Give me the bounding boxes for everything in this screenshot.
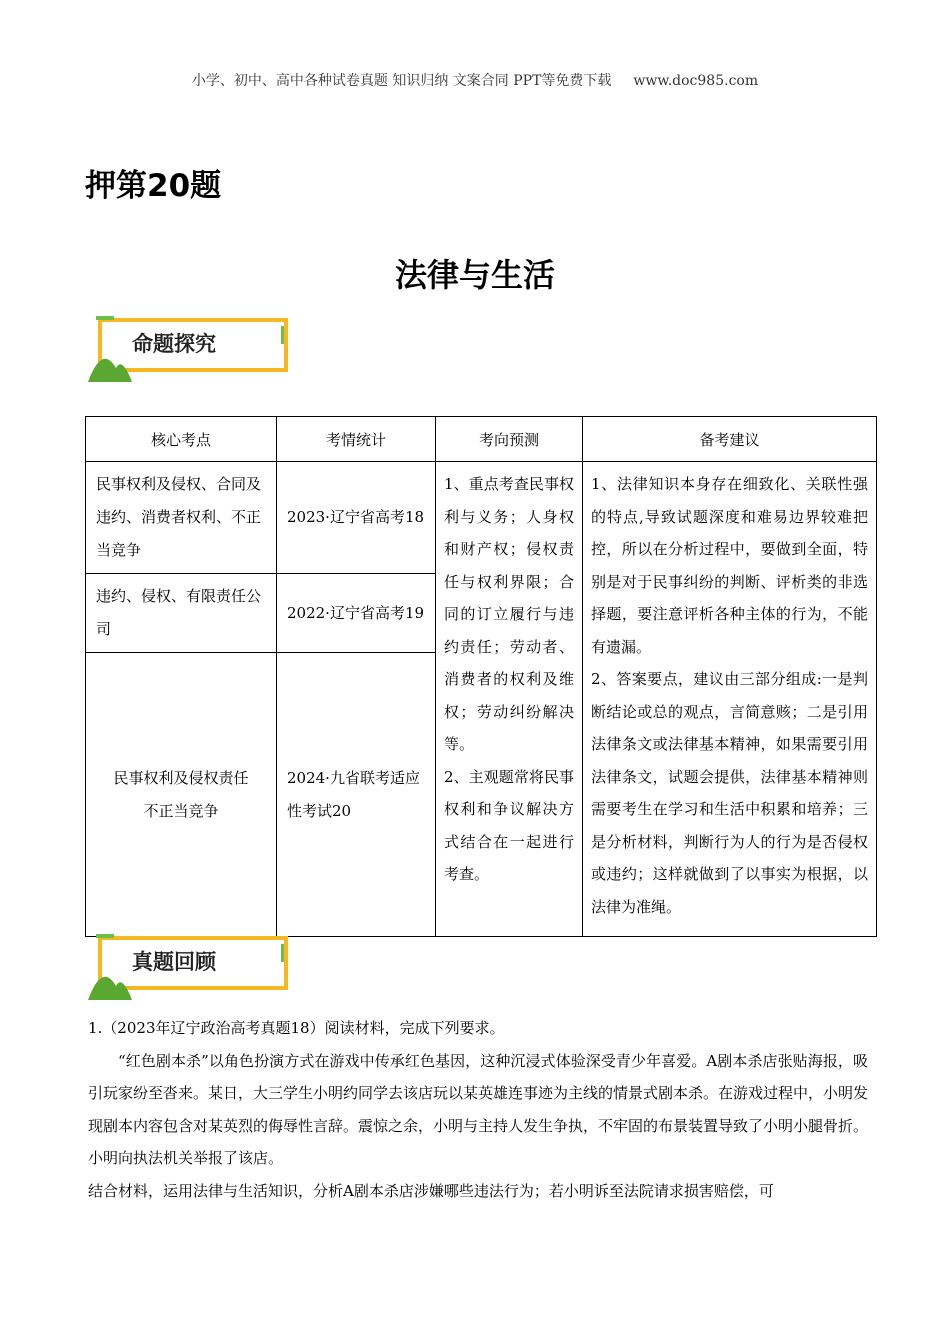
column-header: 考情统计	[277, 417, 436, 462]
forecast-text: 1、重点考查民事权利与义务；人身权和财产权；侵权责任与权利界限；合同的订立履行与违约责任；劳动者、消费者的权利及维权；劳动纠纷解决等。 2、主观题常将民事权利和争议解决方式结合在一起进行考查。	[444, 475, 574, 883]
core-point-cell: 民事权利及侵权、合同及违约、消费者权利、不正当竞争	[86, 462, 277, 574]
table-row	[86, 462, 877, 574]
section-badge-explore	[88, 316, 298, 388]
forecast-cell	[436, 462, 583, 937]
question-stem: 1.（2023年辽宁政治高考真题18）阅读材料，完成下列要求。	[88, 1019, 505, 1037]
advice-text: 1、法律知识本身存在细致化、关联性强的特点,导致试题深度和难易边界较难把控，所以在分析过程中，要做到全面，特别是对于民事纠纷的判断、评析类的非选择题，要注意评析各种主体的行为，不能有遗漏。 2、答案要点，建议由三部分组成:一是判断结论或总的观点，言简意赅；二是引用法律条文或法律基本精神，如果需要引用法律条文，试题会提供，法律基本精神则需要考生在学习和生活中积累和培养；三是分析材料，判断行为人的行为是否侵权或违约；这样就做到了以事实为根据，以法律为准绳。	[591, 475, 868, 916]
stat-cell: 2024·九省联考适应性考试20	[277, 653, 436, 937]
column-header: 核心考点	[86, 417, 277, 462]
exam-analysis-table	[85, 416, 877, 937]
question-material: “红色剧本杀”以角色扮演方式在游戏中传承红色基因，这种沉浸式体验深受青少年喜爱。A剧本杀店张贴海报，吸引玩家纷至沓来。某日，大三学生小明约同学去该店玩以某英雄连事迹为主线的情景式剧本杀。在游戏过程中，小明发现剧本内容包含对某英烈的侮辱性言辞。震惊之余，小明与主持人发生争执，不牢固的布景装置导致了小明小腿骨折。小明向执法机关举报了该店。	[88, 1051, 869, 1167]
page-header	[0, 70, 950, 90]
advice-cell	[583, 462, 877, 937]
section-label: 命题探究	[132, 332, 216, 356]
section-label: 真题回顾	[132, 950, 216, 974]
core-point-cell: 违约、侵权、有限责任公司	[86, 574, 277, 653]
question-label: 押第20题	[85, 168, 222, 204]
stat-cell: 2022·辽宁省高考19	[277, 574, 436, 653]
page-title: 法律与生活	[394, 256, 555, 294]
header-site-link[interactable]: www.doc985.com	[633, 73, 759, 89]
header-tagline: 小学、初中、高中各种试卷真题 知识归纳 文案合同 PPT等免费下载	[191, 73, 612, 89]
column-header: 备考建议	[583, 417, 877, 462]
core-point-cell: 民事权利及侵权责任 不正当竞争	[86, 653, 277, 937]
column-header: 考向预测	[436, 417, 583, 462]
question-block	[88, 1012, 868, 1207]
question-task: 结合材料，运用法律与生活知识，分析A剧本杀店涉嫌哪些违法行为；若小明诉至法院请求损害赔偿，可	[88, 1181, 774, 1200]
section-badge-review	[88, 934, 298, 1006]
table-header-row	[86, 417, 877, 462]
stat-cell: 2023·辽宁省高考18	[277, 462, 436, 574]
